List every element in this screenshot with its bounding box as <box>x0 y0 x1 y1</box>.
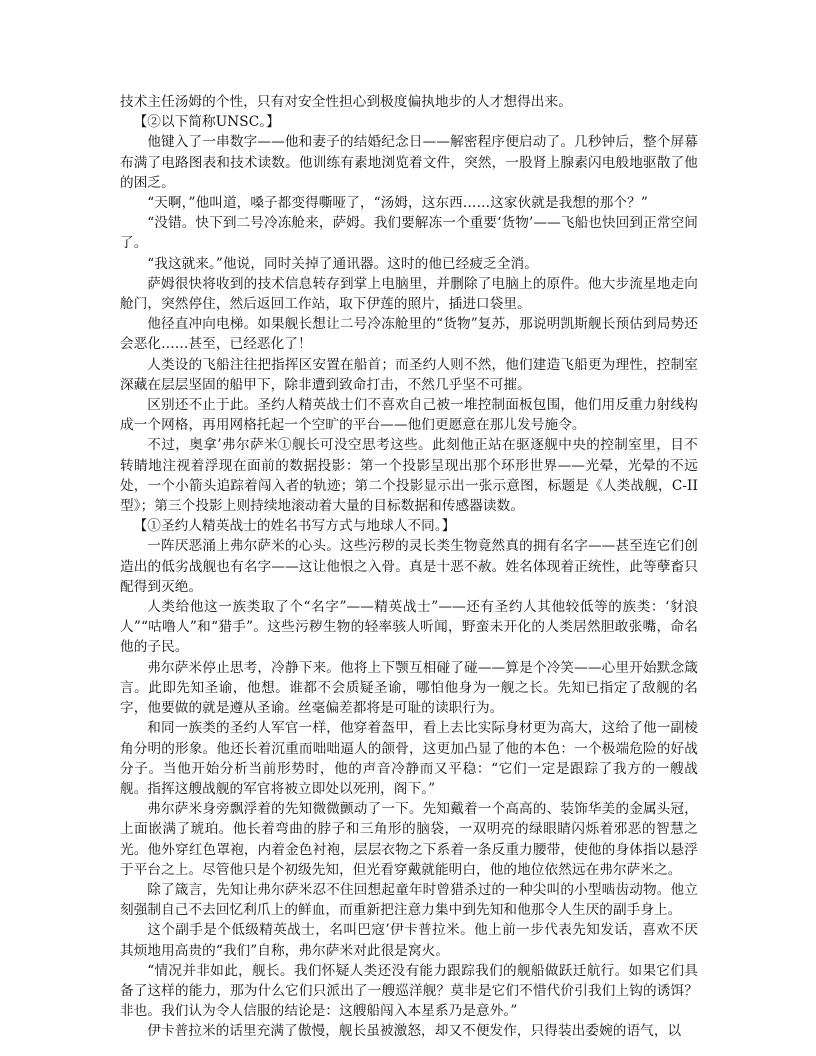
body-paragraph: 技术主任汤姆的个性，只有对安全性担心到极度偏执地步的人才想得出来。 <box>120 94 572 110</box>
footnote: 【②以下简称UNSC。】 <box>133 114 280 131</box>
document-page <box>120 92 698 1042</box>
body-paragraph: 不过，奥拿’弗尔萨米①舰长可没空思考这些。此刻他正站在驱逐舰中央的控制室里，目不转睛地注视着浮现在面前的数据投影：第一个投影呈现出那个环形世界——光晕，光晕的不远处，一个小箭头追踪着闯入者的轨迹；第二个投影显示出一张示意图，标题是《人类战舰，C-II型》；第三个投影上则持续地滚动着大量的目标数据和传感器读数。 <box>120 437 698 515</box>
body-paragraph: 他径直冲向电梯。如果舰长想让二号冷冻舱里的“货物”复苏，那说明凯斯舰长预估到局势还会恶化……甚至，已经恶化了！ <box>120 316 698 353</box>
dialogue-paragraph: “情况并非如此，舰长。我们怀疑人类还没有能力跟踪我们的舰船做跃迁航行。如果它们具备了这样的能力，那为什么它们只派出了一艘巡洋舰？莫非是它们不惜代价引我们上钩的诱饵？非也。我们认为令人信服的结论是：这艘船闯入本星系乃是意外。” <box>120 962 698 1020</box>
body-paragraph: 除了箴言，先知让弗尔萨米忍不住回想起童年时曾猎杀过的一种尖叫的小型啮齿动物。他立刻强制自己不去回忆利爪上的鲜血，而重新把注意力集中到先知和他那令人生厌的副手身上。 <box>120 881 698 919</box>
footnote: 【①圣约人精英战士的姓名书写方式与地球人不同。】 <box>133 518 456 535</box>
dialogue-paragraph: “没错。快下到二号冷冻舱来，萨姆。我们要解冻一个重要‘货物’——飞船也快回到正常空间了。 <box>120 215 698 252</box>
body-paragraph: 人类给他这一族类取了个“名字”——精英战士”——还有圣约人其他较低等的族类：‘豺浪人”“咕噜人”和“猎手”。这些污秽生物的轻率骇人听闻，野蛮未开化的人类居然胆敢张嘴，命名他的子民。 <box>120 599 698 656</box>
body-paragraph: 伊卡普拉米的话里充满了傲慢，舰长虽被激怒，却又不便发作，只得装出委婉的语气，以 <box>147 1023 682 1040</box>
body-paragraph: 这个副手是个低级精英战士，名叫巴寇’伊卡普拉米。他上前一步代表先知发话，喜欢不厌其烦地用高贵的“我们”自称，弗尔萨米对此很是窝火。 <box>120 922 698 959</box>
body-paragraph: 一阵厌恶涌上弗尔萨米的心头。这些污秽的灵长类生物竟然真的拥有名字——甚至连它们创造出的低劣战舰也有名字——这让他恨之入骨。真是十恶不赦。姓名体现着正统性，此等孽畜只配得到灭绝。 <box>120 538 698 595</box>
body-paragraph: 区别还不止于此。圣约人精英战士们不喜欢自己被一堆控制面板包围，他们用反重力射线构成一个网格，再用网格托起一个空旷的平台——他们更愿意在那儿发号施令。 <box>120 397 698 434</box>
body-paragraph: 弗尔萨米身旁飘浮着的先知微微颤动了一下。先知戴着一个高高的、装饰华美的金属头冠，上面嵌满了琥珀。他长着弯曲的脖子和三角形的脑袋，一双明亮的绿眼睛闪烁着邪恶的智慧之光。他外穿红色罩袍，内着金色衬袍，层层衣物之下系着一条反重力腰带，使他的身体指以悬浮于平台之上。尽管他只是个初级先知，但光看穿戴就能明白，他的地位依然远在弗尔萨米之。 <box>120 801 698 878</box>
dialogue-paragraph: “我这就来。”他说，同时关掉了通讯器。这时的他已经疲乏全消。 <box>147 255 538 272</box>
body-paragraph: 他键入了一串数字——他和妻子的结婚纪念日——解密程序便启动了。几秒钟后，整个屏幕布满了电路图表和技术读数。他训练有素地浏览着文件，突然，一股肾上腺素闪电般地驱散了他的困乏。 <box>120 134 698 191</box>
dialogue-paragraph: “天啊，”他叫道，嗓子都变得嘶哑了，“汤姆，这东西……这家伙就是我想的那个？” <box>147 195 648 212</box>
body-paragraph: 弗尔萨米停止思考，冷静下来。他将上下颚互相碰了碰——算是个冷笑——心里开始默念箴言。此即先知圣谕，他想。谁都不会质疑圣谕，哪怕他身为一舰之长。先知已指定了敌舰的名字，他要做的就是遵从圣谕。丝毫偏差都将是可耻的读职行为。 <box>120 659 698 717</box>
body-paragraph: 和同一族类的圣约人军官一样，他穿着盔甲，看上去比实际身材更为高大，这给了他一副棱角分明的形象。他还长着沉重而咄咄逼人的颌骨，这更加凸显了他的本色：一个极端危险的好战分子。当他开始分析当前形势时，他的声音冷静而又平稳：“它们一定是跟踪了我方的一艘战舰。指挥这艘战舰的军官将被立即处以死刑，阁下。” <box>120 720 698 797</box>
body-paragraph: 人类设的飞船注往把指挥区安置在船首；而圣约人则不然，他们建造飞船更为理性，控制室深藏在层层坚固的船甲下，除非遭到致命打击，不然几乎坚不可摧。 <box>120 356 698 393</box>
body-paragraph: 萨姆很快将收到的技术信息转存到掌上电脑里，并删除了电脑上的原件。他大步流星地走向舱门，突然停住，然后返回工作站，取下伊莲的照片，插进口袋里。 <box>120 275 698 313</box>
